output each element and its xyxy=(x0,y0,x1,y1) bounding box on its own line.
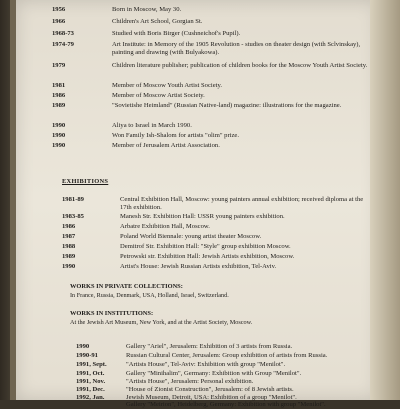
bio-text: Children's Art School, Gorgian St. xyxy=(112,18,203,25)
bio-year: 1990 xyxy=(52,122,66,129)
later-year: 1991, Oct. xyxy=(76,370,105,377)
exhibition-year: 1986 xyxy=(62,223,76,230)
private-collections-text: In France, Russia, Denmark, USA, Holland, Israel, Switzerland. xyxy=(70,292,229,299)
exhibition-year: 1981-89 xyxy=(62,196,84,203)
bio-year: 1990 xyxy=(52,132,66,139)
later-text: "Artists House", Tel-Aviv: Exhibition with group "Menilot". xyxy=(126,361,286,368)
later-text: Gallery "Ariel", Jerusalem: Exhibition of 3 artists from Russia. xyxy=(126,343,293,350)
exhibition-text: Poland World Biennale: young artist theater Moscow. xyxy=(120,233,262,240)
exhibition-year: 1983-85 xyxy=(62,213,84,220)
later-year: 1990 xyxy=(76,343,90,350)
later-year: 1990-91 xyxy=(76,352,98,359)
exhibition-year: 1987 xyxy=(62,233,76,240)
cv-poster xyxy=(16,0,378,408)
bio-year: 1956 xyxy=(52,6,66,13)
later-text: "Artists House", Jerusalem: Personal exhibition. xyxy=(126,378,254,385)
exhibition-text: Manesh Str. Exhibition Hall: USSR young painters exhibition. xyxy=(120,213,285,220)
later-text: Gallery "Minihalim", Germany: Exhibition with Group "Menilot". xyxy=(126,370,302,377)
later-year: 1992, Jan. xyxy=(76,394,105,401)
exhibitions-heading: EXHIBITIONS xyxy=(62,178,109,185)
exhibition-year: 1990 xyxy=(62,263,76,270)
later-year: 1991, Dec. xyxy=(76,386,105,393)
bio-year: 1990 xyxy=(52,142,66,149)
institutions-text: At the Jewish Art Museum, New York, and at the Artist Society, Moscow. xyxy=(70,319,253,326)
bio-text: Art Institute: in Memory of the 1905 Revolution - studies on theater design (with Sclvinskay), painting and drawing (with Bulyakowa). xyxy=(112,41,361,56)
exhibition-text: Artist's House: Jewish Russian Artists exhibition, Tel-Aviv. xyxy=(120,263,277,270)
exhibition-text: Arbatre Exhibition Hall, Moscow. xyxy=(120,223,210,230)
later-year: 1991, Sept. xyxy=(76,361,107,368)
later-year: 1991, Nov. xyxy=(76,378,106,385)
bio-year: 1968-73 xyxy=(52,30,74,37)
later-text: Gallery "Meirion", Heidelberg, Germany: Exhibition with group "Menilot". xyxy=(126,401,326,408)
bio-year: 1966 xyxy=(52,18,66,25)
later-text: Russian Cultural Center, Jerusalem: Group exhibition of artists from Russia. xyxy=(126,352,328,359)
institutions-title: WORKS IN INSTITUTIONS: xyxy=(70,310,154,317)
bio-text: Member of Moscow Youth Artist Society. xyxy=(112,82,223,89)
later-text: Jewish Museum, Detroit, USA: Exhibition of a group "Menilot". xyxy=(126,394,297,401)
bio-text: Born in Moscow, May 30. xyxy=(112,6,182,13)
wall-right-edge xyxy=(370,0,400,400)
bio-year: 1981 xyxy=(52,82,66,89)
exhibition-year: 1989 xyxy=(62,253,76,260)
later-text: "House of Zionist Construction", Jerusalem: of 8 Jewish artists. xyxy=(126,386,294,393)
bio-year: 1979 xyxy=(52,62,66,69)
bio-text: Won Family Ish-Shalom for artists "olim" prize. xyxy=(112,132,240,139)
bio-text: Children literature publisher; publication of children books for the Moscow Youth Artist Society. xyxy=(112,62,368,69)
bio-text: "Sovietishe Heimland" (Russian Native-land) magazine: illustrations for the magazine. xyxy=(112,102,342,109)
bio-year: 1974-79 xyxy=(52,41,74,48)
bio-text: Member of Moscow Artist Society. xyxy=(112,92,205,99)
bio-text: Member of Jerusalem Artist Association. xyxy=(112,142,220,149)
exhibition-year: 1988 xyxy=(62,243,76,250)
bio-text: Aliya to Israel in March 1990. xyxy=(112,122,192,129)
exhibition-text: Petrowski str. Exhibition Hall: Jewish Artists exhibition, Moscow. xyxy=(120,253,295,260)
bio-year: 1986 xyxy=(52,92,66,99)
exhibition-text: Demitrof Str. Exhibition Hall: "Style" group exhibition Moscow. xyxy=(120,243,291,250)
bio-year: 1989 xyxy=(52,102,66,109)
bio-text: Studied with Boris Birger (Cushneichof's Pupil). xyxy=(112,30,241,37)
exhibition-text: Central Exhibition Hall, Moscow: young painters annual exhibition; received diploma at the 17th exhibition. xyxy=(120,196,364,211)
private-collections-title: WORKS IN PRIVATE COLLECTIONS: xyxy=(70,283,183,290)
